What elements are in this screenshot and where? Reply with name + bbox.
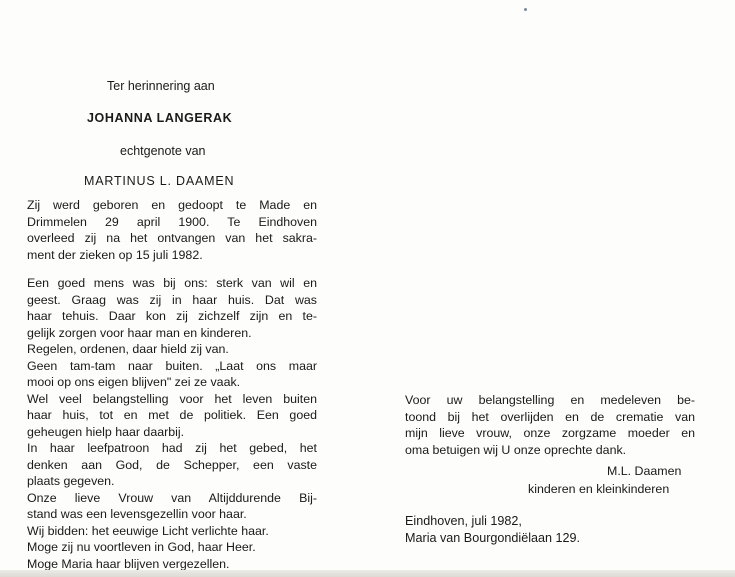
- biography-line: overleed zij na het ontvangen van het sakra-: [27, 231, 317, 245]
- tribute-line: In haar leefpatroon had zij het gebed, het: [27, 441, 317, 455]
- biography-line: ment der zieken op 15 juli 1982.: [27, 247, 203, 262]
- thanks-line: Voor uw belangstelling en medeleven be-: [405, 393, 695, 407]
- tribute-line: Wel veel belangstelling voor het leven buiten: [27, 391, 317, 406]
- tribute-line: mooi op ons eigen blijven" zei ze vaak.: [27, 375, 241, 389]
- relation-text: echtgenote van: [120, 144, 206, 158]
- tribute-line: Een goed mens was bij ons: sterk van wil en: [27, 276, 317, 290]
- thanks-line: oma betuigen wij U onze oprechte dank.: [405, 442, 627, 457]
- signature-family: kinderen en kleinkinderen: [528, 482, 670, 496]
- address-block: [405, 513, 580, 546]
- tribute-line: Regelen, ordenen, daar hield zij van.: [27, 342, 229, 356]
- deceased-name: JOHANNA LANGERAK: [87, 111, 233, 125]
- tribute-line: Onze lieve Vrouw van Altijddurende Bij-: [27, 490, 317, 505]
- thanks-line: toond bij het overlijden en de crematie van: [405, 409, 695, 424]
- tribute-line: Moge zij nu voortleven in God, haar Heer.: [27, 540, 256, 554]
- tribute-line: denken aan God, de Schepper, een vaste: [27, 457, 317, 472]
- biography-line: Zij werd geboren en gedoopt te Made en: [27, 198, 317, 212]
- card-bottom-edge: [0, 570, 735, 577]
- tribute-line: haar huis, tot en met de politiek. Een goed: [27, 408, 317, 422]
- tribute-line: haar tehuis. Daar kon zij zichzelf zijn en te-: [27, 309, 317, 323]
- tribute-line: geest. Graag was zij in haar huis. Dat was: [27, 292, 317, 307]
- place-date: Eindhoven, juli 1982,: [405, 514, 522, 528]
- street-address: Maria van Bourgondiëlaan 129.: [405, 530, 581, 545]
- signature-name: M.L. Daamen: [607, 464, 682, 478]
- tribute-line: plaats gegeven.: [27, 474, 115, 488]
- biography-paragraph: [27, 197, 317, 263]
- tribute-line: stand was een levensgezellin voor haar.: [27, 507, 247, 521]
- thanks-line: mijn lieve vrouw, onze zorgzame moeder en: [405, 426, 695, 440]
- tribute-line: Wij bidden: het eeuwige Licht verlichte haar.: [27, 523, 269, 538]
- spouse-name: MARTINUS L. DAAMEN: [84, 174, 235, 188]
- tribute-paragraph: [27, 275, 317, 572]
- biography-line: Drimmelen 29 april 1900. Te Eindhoven: [27, 214, 317, 229]
- paper-speck: [524, 8, 527, 11]
- tribute-line: geheugen hielp haar daarbij.: [27, 424, 185, 439]
- tribute-line: Moge Maria haar blijven vergezellen.: [27, 556, 230, 571]
- tribute-line: gelijk zorgen voor haar man en kinderen.: [27, 325, 252, 340]
- intro-text: Ter herinnering aan: [107, 79, 215, 93]
- tribute-line: Geen tam-tam naar buiten. „Laat ons maar: [27, 358, 317, 373]
- thanks-paragraph: [405, 392, 695, 458]
